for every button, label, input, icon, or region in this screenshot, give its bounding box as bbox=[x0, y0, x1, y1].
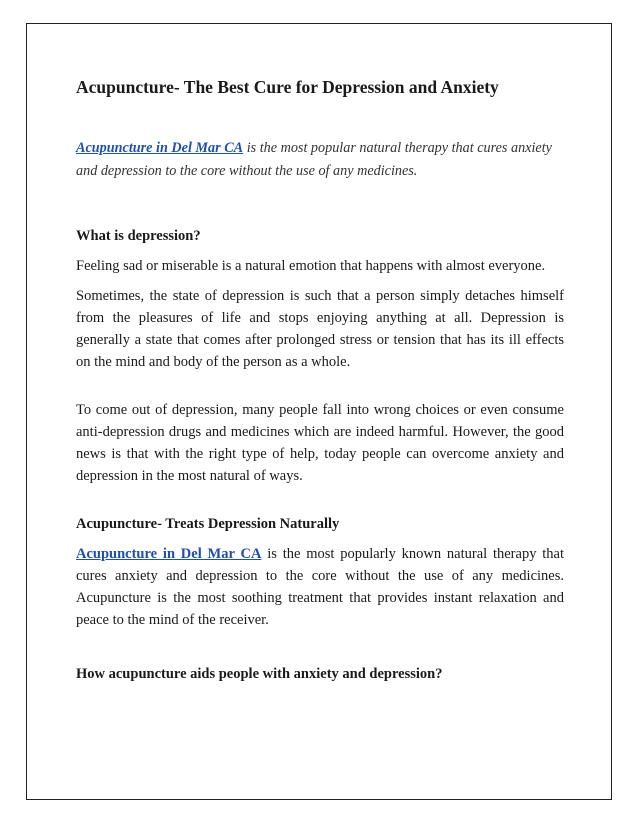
document-content bbox=[76, 74, 564, 693]
document-title: Acupuncture- The Best Cure for Depression and Anxiety bbox=[76, 77, 499, 97]
heading-treats-depression-naturally: Acupuncture- Treats Depression Naturally bbox=[76, 516, 340, 532]
paragraph-come-out-of-depression: To come out of depression, many people fall into wrong choices or even consume anti-depression drugs and medicines which are indeed harmful. However, the good news is that with the right type of help, today people can overcome anxiety and depression in the most natural of ways. bbox=[76, 402, 564, 484]
spacer bbox=[76, 381, 564, 399]
intro-acupuncture-link[interactable]: Acupuncture in Del Mar CA bbox=[76, 140, 244, 156]
heading-how-acupuncture-aids: How acupuncture aids people with anxiety and depression? bbox=[76, 666, 443, 682]
heading-what-is-depression: What is depression? bbox=[76, 228, 201, 244]
acupuncture-del-mar-link[interactable]: Acupuncture in Del Mar CA bbox=[76, 546, 262, 562]
intro-text: is the most popular natural therapy that cures anxiety and depression to the core without the use of any medicines. bbox=[76, 140, 552, 179]
paragraph-state-of-depression: Sometimes, the state of depression is such that a person simply detaches himself from the pleasures of life and stops enjoying anything at all. Depression is generally a state that comes after prolonged stress or tension that has its ill effects on the mind and body of the person as a whole. bbox=[76, 288, 564, 370]
spacer bbox=[76, 639, 564, 663]
acupuncture-therapy-text: is the most popularly known natural therapy that cures anxiety and depression to the core without the use of any medicines. Acupuncture is the most soothing treatment that provides instant relaxation and peace to the mind of the receiver. bbox=[76, 546, 564, 628]
intro-paragraph bbox=[76, 137, 564, 183]
paragraph-acupuncture-therapy bbox=[76, 543, 564, 631]
spacer bbox=[76, 495, 564, 513]
paragraph-sad-miserable: Feeling sad or miserable is a natural emotion that happens with almost everyone. bbox=[76, 258, 546, 274]
